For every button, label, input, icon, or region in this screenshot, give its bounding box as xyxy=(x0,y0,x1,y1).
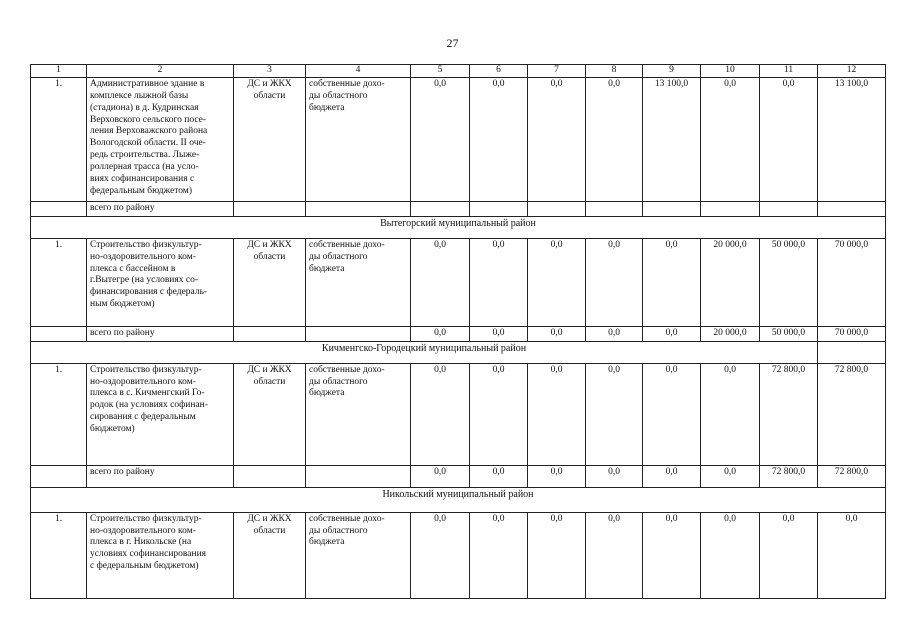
table-row xyxy=(31,512,886,598)
total-cell: 0,0 xyxy=(701,465,760,487)
funding-source: собственные дохо- ды областного бюджета xyxy=(306,512,411,598)
object-name: Строительство физкультур- но-оздоровительного ком- плекса с бассейном в г.Вытегре (на условиях со- финансирования с федераль- ным бюджетом) xyxy=(87,238,234,326)
value-cell: 0,0 xyxy=(528,363,586,465)
total-cell: 72 800,0 xyxy=(760,465,818,487)
header-cell: 1 xyxy=(31,65,87,78)
object-name: Строительство физкультур- но-оздоровительного ком- плекса в с. Кичменгский Го- родок (на условиях софинан- сирования с федеральным бюджетом) xyxy=(87,363,234,465)
value-cell: 0,0 xyxy=(470,512,528,598)
value-cell: 0,0 xyxy=(760,77,818,201)
total-row xyxy=(31,201,886,216)
section-title: Кичменгско-Городецкий муниципальный район xyxy=(31,341,818,363)
value-cell: 0,0 xyxy=(586,363,643,465)
budget-table xyxy=(30,64,886,599)
section-row xyxy=(31,487,886,512)
total-cell: 72 800,0 xyxy=(818,465,886,487)
header-cell: 8 xyxy=(586,65,643,78)
total-cell: 20 000,0 xyxy=(701,326,760,341)
customer: ДС и ЖКХ области xyxy=(234,363,306,465)
value-cell: 0,0 xyxy=(643,363,701,465)
object-name: Административное здание в комплексе лыжной базы (стадиона) в д. Кудринская Верховского сельского посе- ления Верховажского района Вологодской области. II оче- редь строительства. Лыже- роллерная трасса (на усло- виях софинансирования с федеральным бюджетом) xyxy=(87,77,234,201)
total-row xyxy=(31,465,886,487)
row-number: 1. xyxy=(31,238,87,326)
value-cell: 72 800,0 xyxy=(760,363,818,465)
value-cell: 13 100,0 xyxy=(643,77,701,201)
value-cell: 0,0 xyxy=(411,238,470,326)
value-cell: 0,0 xyxy=(643,512,701,598)
total-row xyxy=(31,326,886,341)
value-cell: 0,0 xyxy=(411,363,470,465)
page-number: 27 xyxy=(446,36,459,50)
header-cell: 2 xyxy=(87,65,234,78)
section-row xyxy=(31,216,886,238)
value-cell: 0,0 xyxy=(701,363,760,465)
customer: ДС и ЖКХ области xyxy=(234,77,306,201)
value-cell: 13 100,0 xyxy=(818,77,886,201)
section-row xyxy=(31,341,886,363)
value-cell: 20 000,0 xyxy=(701,238,760,326)
total-cell: 0,0 xyxy=(586,326,643,341)
total-cell: 0,0 xyxy=(586,465,643,487)
header-cell: 5 xyxy=(411,65,470,78)
value-cell: 0,0 xyxy=(470,238,528,326)
value-cell: 0,0 xyxy=(586,238,643,326)
section-title: Вытегорский муниципальный район xyxy=(31,216,886,238)
section-title: Никольский муниципальный район xyxy=(31,487,886,512)
table-row xyxy=(31,77,886,201)
total-cell: 0,0 xyxy=(470,465,528,487)
total-cell: 0,0 xyxy=(528,326,586,341)
value-cell: 72 800,0 xyxy=(818,363,886,465)
value-cell: 0,0 xyxy=(411,512,470,598)
value-cell: 0,0 xyxy=(586,77,643,201)
value-cell: 0,0 xyxy=(760,512,818,598)
value-cell: 0,0 xyxy=(528,77,586,201)
value-cell: 0,0 xyxy=(643,238,701,326)
total-cell: 0,0 xyxy=(470,326,528,341)
customer: ДС и ЖКХ области xyxy=(234,512,306,598)
total-cell: 50 000,0 xyxy=(760,326,818,341)
value-cell: 70 000,0 xyxy=(818,238,886,326)
header-cell: 6 xyxy=(470,65,528,78)
value-cell: 0,0 xyxy=(818,512,886,598)
total-label: всего по району xyxy=(87,326,234,341)
column-number-row xyxy=(31,65,886,78)
value-cell: 0,0 xyxy=(470,77,528,201)
total-cell: 0,0 xyxy=(411,326,470,341)
value-cell: 0,0 xyxy=(701,512,760,598)
header-cell: 3 xyxy=(234,65,306,78)
total-cell: 70 000,0 xyxy=(818,326,886,341)
row-number: 1. xyxy=(31,363,87,465)
customer: ДС и ЖКХ области xyxy=(234,238,306,326)
header-cell: 10 xyxy=(701,65,760,78)
total-label: всего по району xyxy=(87,465,234,487)
total-cell: 0,0 xyxy=(643,326,701,341)
value-cell: 0,0 xyxy=(411,77,470,201)
total-cell: 0,0 xyxy=(643,465,701,487)
value-cell: 0,0 xyxy=(528,512,586,598)
value-cell: 0,0 xyxy=(470,363,528,465)
total-cell: 0,0 xyxy=(411,465,470,487)
total-cell: 0,0 xyxy=(528,465,586,487)
value-cell: 0,0 xyxy=(701,77,760,201)
value-cell: 0,0 xyxy=(528,238,586,326)
funding-source: собственные дохо- ды областного бюджета xyxy=(306,238,411,326)
row-number: 1. xyxy=(31,77,87,201)
table-row xyxy=(31,363,886,465)
header-cell: 9 xyxy=(643,65,701,78)
header-cell: 11 xyxy=(760,65,818,78)
total-label: всего по району xyxy=(87,201,234,216)
header-cell: 4 xyxy=(306,65,411,78)
header-cell: 7 xyxy=(528,65,586,78)
header-cell: 12 xyxy=(818,65,886,78)
value-cell: 50 000,0 xyxy=(760,238,818,326)
value-cell: 0,0 xyxy=(586,512,643,598)
funding-source: собственные дохо- ды областного бюджета xyxy=(306,77,411,201)
object-name: Строительство физкультур- но-оздоровительного ком- плекса в г. Никольске (на условиях софинансирования с федеральным бюджетом) xyxy=(87,512,234,598)
row-number: 1. xyxy=(31,512,87,598)
funding-source: собственные дохо- ды областного бюджета xyxy=(306,363,411,465)
table-row xyxy=(31,238,886,326)
